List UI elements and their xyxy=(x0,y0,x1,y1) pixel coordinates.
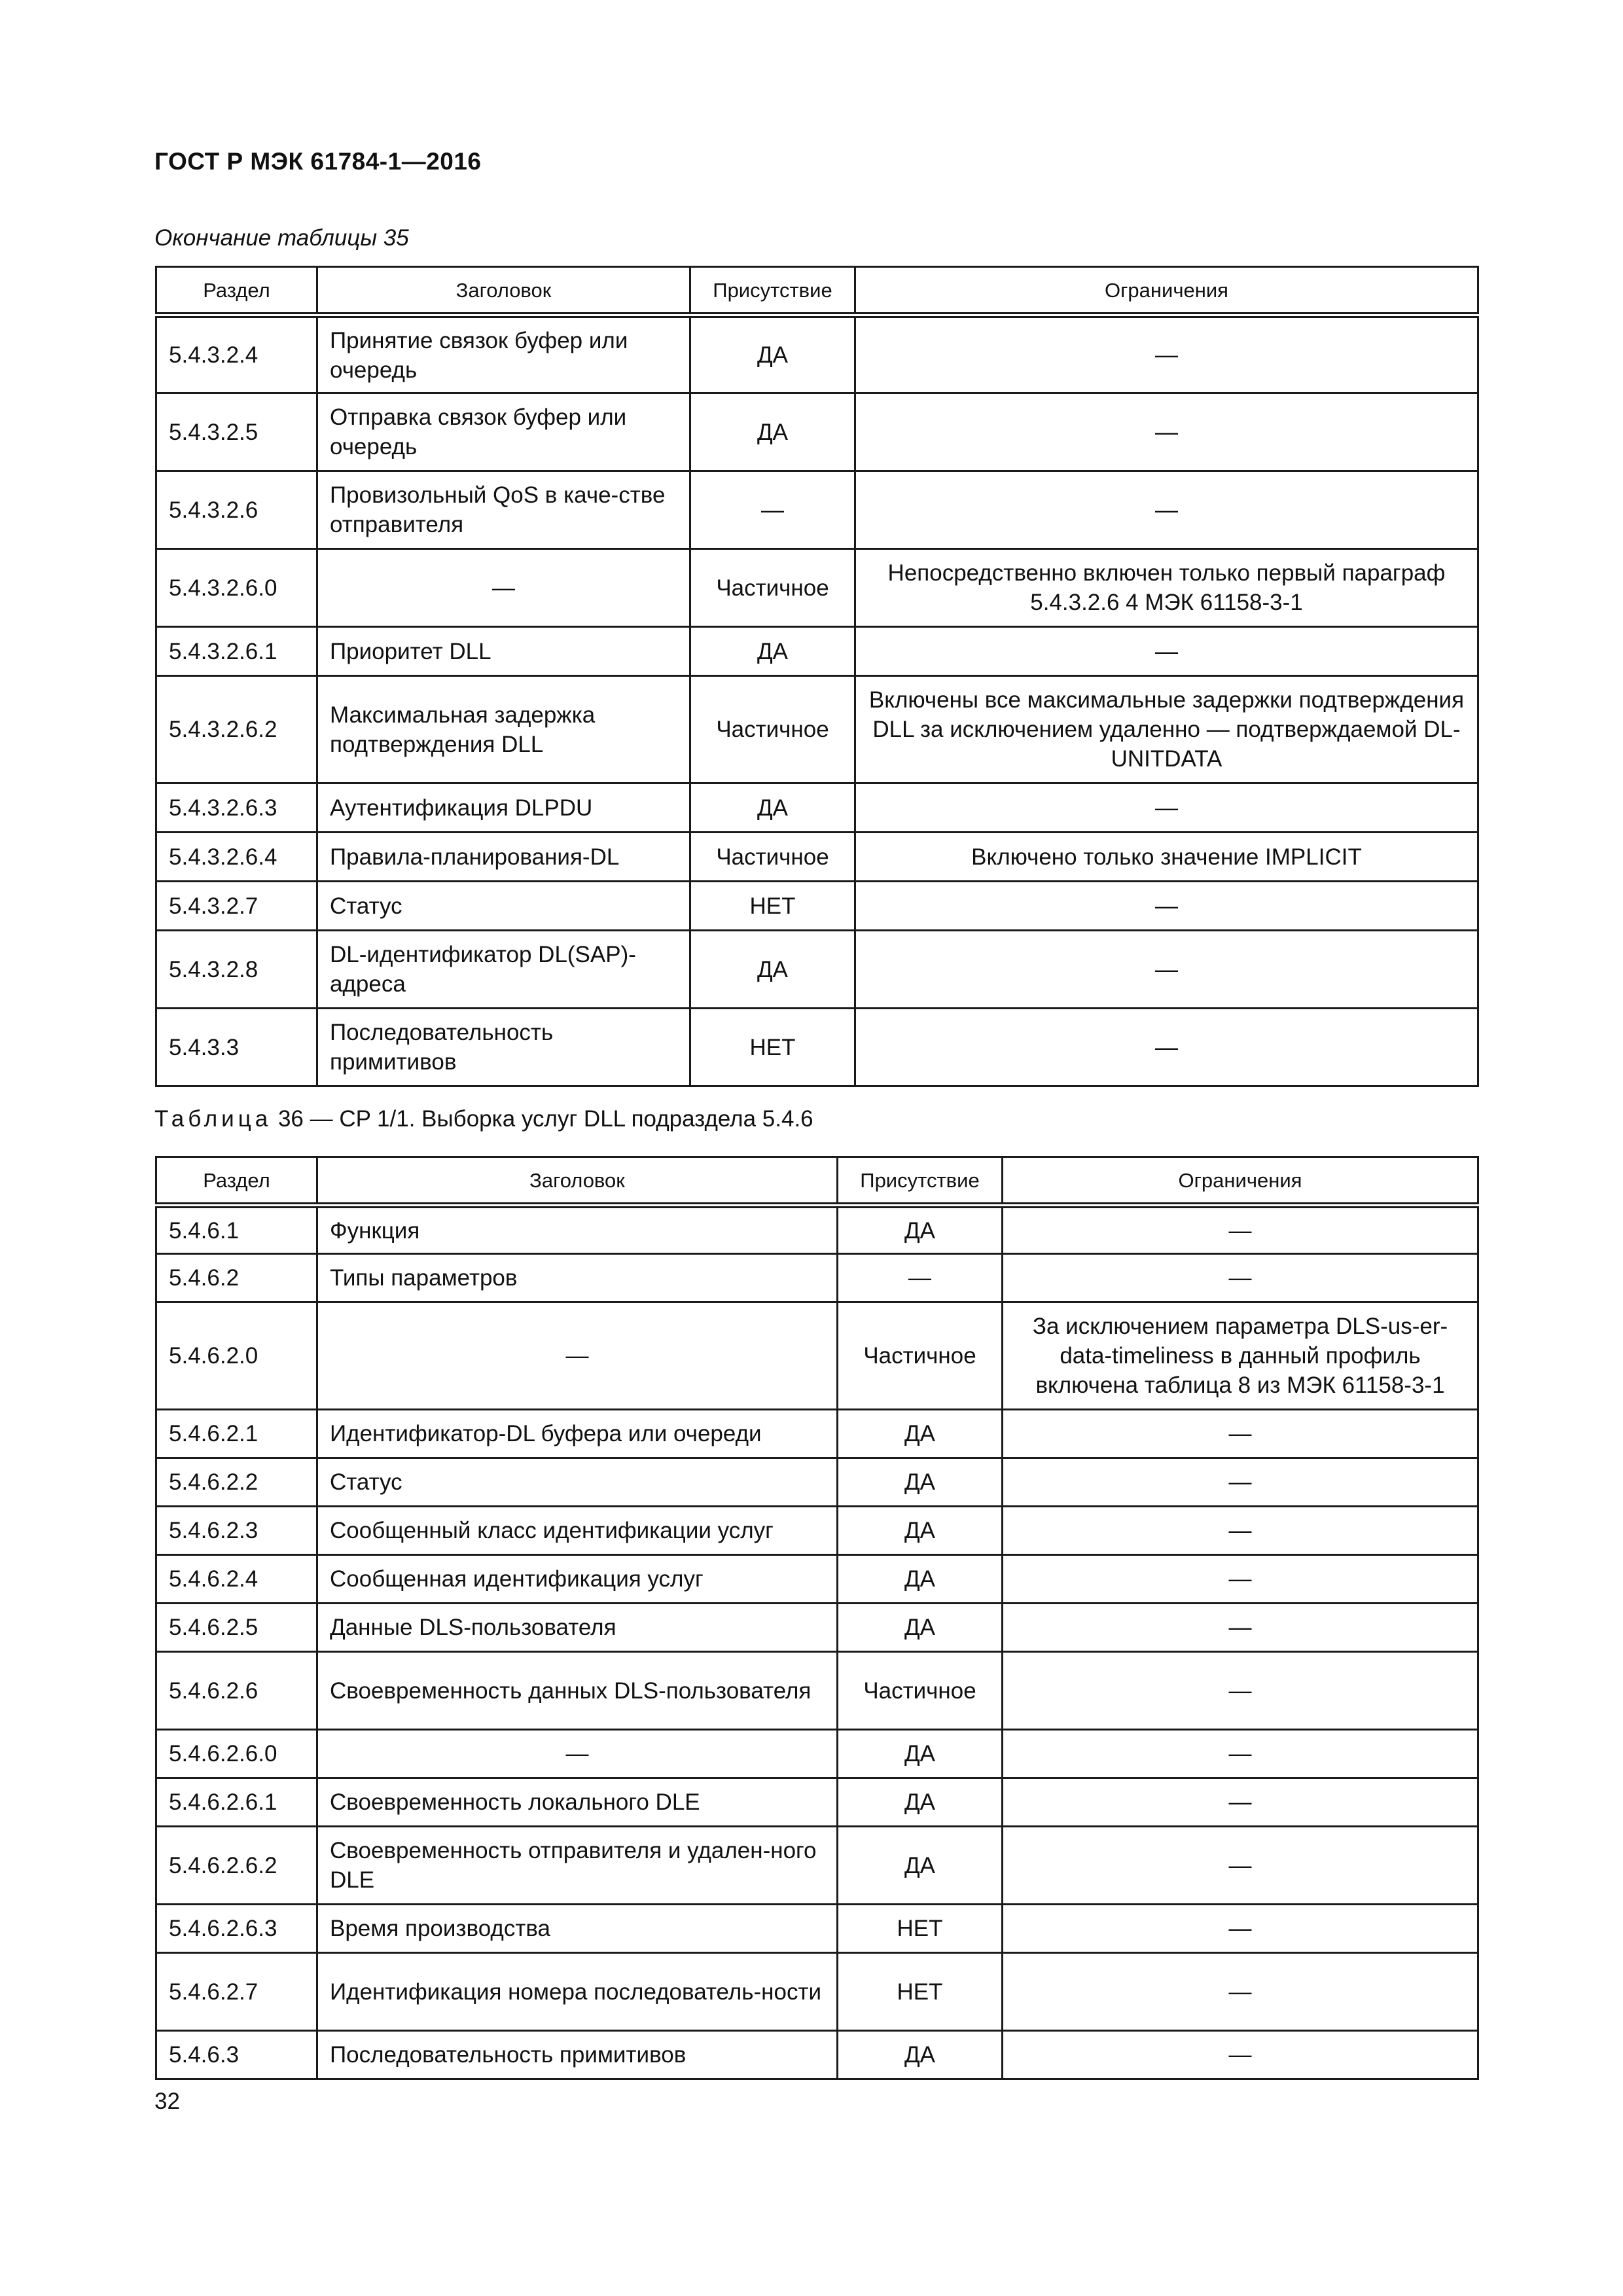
cell-title: — xyxy=(317,1302,838,1410)
cell-presence: ДА xyxy=(690,783,855,833)
cell-section: 5.4.3.2.5 xyxy=(156,393,317,471)
cell-limits: — xyxy=(1003,1953,1478,2031)
cell-presence: ДА xyxy=(838,1458,1003,1507)
column-header-limits: Ограничения xyxy=(1003,1157,1478,1206)
cell-limits: За исключением параметра DLS-us-er- data-timeliness в данный профиль включена таблица 8 из МЭК 61158-3-1 xyxy=(1003,1302,1478,1410)
cell-limits: — xyxy=(855,393,1478,471)
cell-presence: Частичное xyxy=(838,1302,1003,1410)
table-row xyxy=(156,1458,1478,1507)
cell-section: 5.4.3.2.6.2 xyxy=(156,676,317,783)
cell-title: Приоритет DLL xyxy=(317,627,690,676)
cell-presence: ДА xyxy=(838,1507,1003,1555)
cell-title: DL-идентификатор DL(SAP)-адреса xyxy=(317,931,690,1009)
table-36-caption-text: 36 — CP 1/1. Выборка услуг DLL подраздела 5.4.6 xyxy=(277,1106,813,1132)
table-row xyxy=(156,1009,1478,1086)
cell-section: 5.4.3.2.6.4 xyxy=(156,833,317,882)
cell-limits: — xyxy=(1003,1905,1478,1953)
cell-section: 5.4.3.2.7 xyxy=(156,882,317,931)
cell-presence: ДА xyxy=(838,1730,1003,1778)
cell-presence: ДА xyxy=(838,1778,1003,1827)
table-row xyxy=(156,931,1478,1009)
cell-presence: Частичное xyxy=(690,833,855,882)
cell-title: Последовательность примитивов xyxy=(317,1009,690,1086)
cell-title: Статус xyxy=(317,1458,838,1507)
cell-title: Последовательность примитивов xyxy=(317,2031,838,2079)
cell-section: 5.4.3.2.4 xyxy=(156,315,317,393)
column-header-presence: Присутствие xyxy=(838,1157,1003,1206)
cell-title: Типы параметров xyxy=(317,1254,838,1302)
cell-limits: Включены все максимальные задержки подтверждения DLL за исключением удаленно — подтверждаемой DL-UNITDATA xyxy=(855,676,1478,783)
cell-presence: — xyxy=(838,1254,1003,1302)
table-row xyxy=(156,1827,1478,1905)
cell-limits: — xyxy=(1003,1827,1478,1905)
cell-title: Принятие связок буфер или очередь xyxy=(317,315,690,393)
table-35-continuation-caption: Окончание таблицы 35 xyxy=(154,225,409,251)
cell-title: Аутентификация DLPDU xyxy=(317,783,690,833)
cell-section: 5.4.3.2.6 xyxy=(156,471,317,549)
column-header-section: Раздел xyxy=(156,1157,317,1206)
table-row xyxy=(156,882,1478,931)
cell-presence: НЕТ xyxy=(838,1953,1003,2031)
cell-limits: — xyxy=(855,627,1478,676)
table-row xyxy=(156,833,1478,882)
table-row xyxy=(156,627,1478,676)
table-row xyxy=(156,549,1478,627)
cell-presence: ДА xyxy=(690,393,855,471)
cell-presence: Частичное xyxy=(838,1652,1003,1730)
cell-presence: ДА xyxy=(690,931,855,1009)
cell-limits: — xyxy=(855,783,1478,833)
table-row xyxy=(156,1507,1478,1555)
cell-section: 5.4.6.2.3 xyxy=(156,1507,317,1555)
table-row xyxy=(156,2031,1478,2079)
cell-title: Своевременность локального DLE xyxy=(317,1778,838,1827)
cell-section: 5.4.3.2.6.0 xyxy=(156,549,317,627)
cell-presence: ДА xyxy=(838,1555,1003,1604)
table-row xyxy=(156,1254,1478,1302)
cell-limits: Непосредственно включен только первый параграф 5.4.3.2.6 4 МЭК 61158-3-1 xyxy=(855,549,1478,627)
cell-presence: ДА xyxy=(838,1827,1003,1905)
table-36 xyxy=(155,1156,1479,2080)
cell-section: 5.4.6.1 xyxy=(156,1206,317,1254)
cell-presence: ДА xyxy=(838,1410,1003,1458)
column-header-presence: Присутствие xyxy=(690,267,855,315)
cell-title: — xyxy=(317,1730,838,1778)
table-row xyxy=(156,1905,1478,1953)
cell-title: Время производства xyxy=(317,1905,838,1953)
table-row xyxy=(156,783,1478,833)
cell-limits: — xyxy=(1003,1507,1478,1555)
cell-section: 5.4.6.2 xyxy=(156,1254,317,1302)
table-row xyxy=(156,1302,1478,1410)
cell-title: Идентификатор-DL буфера или очереди xyxy=(317,1410,838,1458)
cell-section: 5.4.6.2.7 xyxy=(156,1953,317,2031)
column-header-title: Заголовок xyxy=(317,1157,838,1206)
column-header-limits: Ограничения xyxy=(855,267,1478,315)
column-header-section: Раздел xyxy=(156,267,317,315)
cell-limits: — xyxy=(855,315,1478,393)
table-row xyxy=(156,393,1478,471)
cell-presence: ДА xyxy=(690,315,855,393)
cell-section: 5.4.3.2.6.3 xyxy=(156,783,317,833)
cell-section: 5.4.6.2.0 xyxy=(156,1302,317,1410)
cell-limits: — xyxy=(1003,1410,1478,1458)
table-row xyxy=(156,1953,1478,2031)
cell-section: 5.4.6.2.1 xyxy=(156,1410,317,1458)
column-header-title: Заголовок xyxy=(317,267,690,315)
table-36-caption-prefix: Таблица xyxy=(154,1106,272,1132)
cell-limits: — xyxy=(1003,1778,1478,1827)
cell-presence: ДА xyxy=(838,1604,1003,1652)
cell-presence: НЕТ xyxy=(690,882,855,931)
table-row xyxy=(156,315,1478,393)
cell-limits: — xyxy=(855,882,1478,931)
cell-limits: — xyxy=(1003,1604,1478,1652)
cell-title: Отправка связок буфер или очередь xyxy=(317,393,690,471)
cell-limits: Включено только значение IMPLICIT xyxy=(855,833,1478,882)
cell-section: 5.4.6.2.6 xyxy=(156,1652,317,1730)
cell-presence: ДА xyxy=(690,627,855,676)
cell-section: 5.4.6.2.6.0 xyxy=(156,1730,317,1778)
cell-limits: — xyxy=(855,471,1478,549)
cell-title: Максимальная задержка подтверждения DLL xyxy=(317,676,690,783)
cell-title: Сообщенная идентификация услуг xyxy=(317,1555,838,1604)
table-row xyxy=(156,676,1478,783)
cell-limits: — xyxy=(1003,1652,1478,1730)
cell-title: — xyxy=(317,549,690,627)
cell-section: 5.4.6.2.2 xyxy=(156,1458,317,1507)
cell-title: Функция xyxy=(317,1206,838,1254)
cell-presence: Частичное xyxy=(690,676,855,783)
cell-limits: — xyxy=(1003,2031,1478,2079)
cell-title: Идентификация номера последователь-ности xyxy=(317,1953,838,2031)
table-row xyxy=(156,1206,1478,1254)
cell-limits: — xyxy=(855,1009,1478,1086)
table-row xyxy=(156,1410,1478,1458)
page-number: 32 xyxy=(154,2089,180,2114)
cell-limits: — xyxy=(1003,1730,1478,1778)
table-row xyxy=(156,471,1478,549)
cell-section: 5.4.6.2.4 xyxy=(156,1555,317,1604)
cell-limits: — xyxy=(1003,1206,1478,1254)
cell-presence: — xyxy=(690,471,855,549)
cell-section: 5.4.6.2.5 xyxy=(156,1604,317,1652)
cell-section: 5.4.6.3 xyxy=(156,2031,317,2079)
cell-section: 5.4.3.2.6.1 xyxy=(156,627,317,676)
cell-title: Своевременность данных DLS-пользователя xyxy=(317,1652,838,1730)
cell-presence: Частичное xyxy=(690,549,855,627)
table-35 xyxy=(155,266,1479,1087)
table-row xyxy=(156,1778,1478,1827)
cell-section: 5.4.6.2.6.1 xyxy=(156,1778,317,1827)
table-row xyxy=(156,1652,1478,1730)
table-row xyxy=(156,1555,1478,1604)
cell-section: 5.4.3.2.8 xyxy=(156,931,317,1009)
cell-title: Сообщенный класс идентификации услуг xyxy=(317,1507,838,1555)
cell-limits: — xyxy=(855,931,1478,1009)
table-row xyxy=(156,1604,1478,1652)
cell-presence: ДА xyxy=(838,2031,1003,2079)
cell-section: 5.4.6.2.6.2 xyxy=(156,1827,317,1905)
cell-limits: — xyxy=(1003,1458,1478,1507)
table-row xyxy=(156,1730,1478,1778)
cell-limits: — xyxy=(1003,1555,1478,1604)
cell-title: Данные DLS-пользователя xyxy=(317,1604,838,1652)
cell-section: 5.4.6.2.6.3 xyxy=(156,1905,317,1953)
cell-presence: НЕТ xyxy=(838,1905,1003,1953)
cell-title: Своевременность отправителя и удален-ного DLE xyxy=(317,1827,838,1905)
table-36-caption xyxy=(154,1106,813,1132)
cell-section: 5.4.3.3 xyxy=(156,1009,317,1086)
cell-presence: ДА xyxy=(838,1206,1003,1254)
cell-title: Правила-планирования-DL xyxy=(317,833,690,882)
cell-presence: НЕТ xyxy=(690,1009,855,1086)
cell-title: Провизольный QoS в каче-стве отправителя xyxy=(317,471,690,549)
document-code-header: ГОСТ Р МЭК 61784-1—2016 xyxy=(154,148,482,175)
cell-title: Статус xyxy=(317,882,690,931)
cell-limits: — xyxy=(1003,1254,1478,1302)
